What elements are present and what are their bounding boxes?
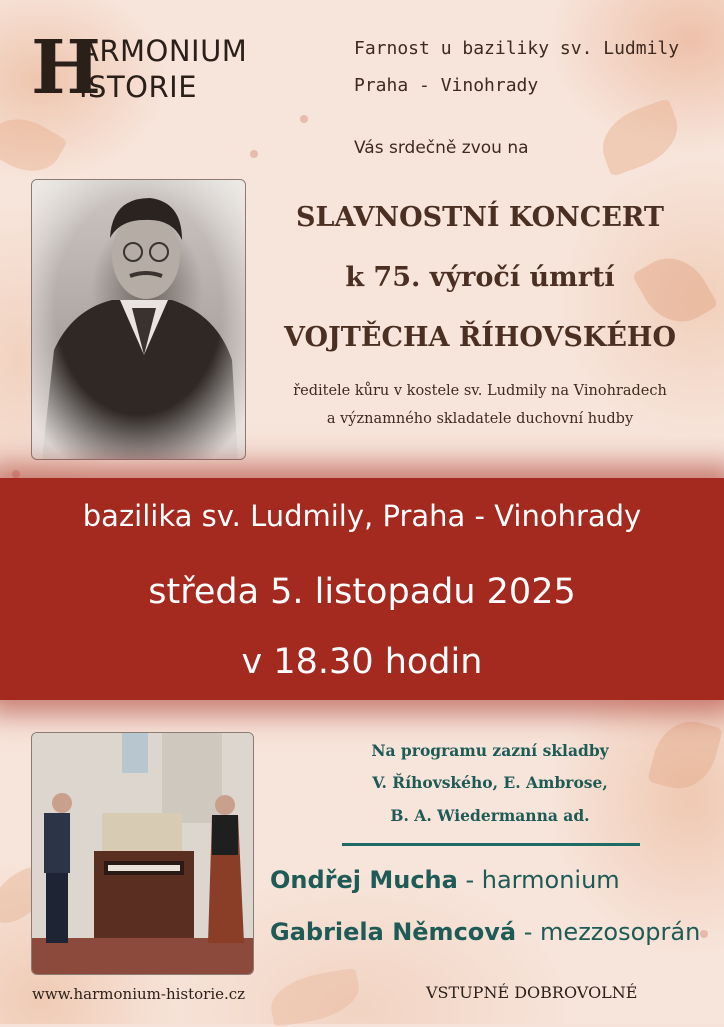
- performer-role: harmonium: [481, 866, 620, 894]
- performer-name: Gabriela Němcová: [270, 918, 517, 946]
- composer-name: VOJTĚCHA ŘÍHOVSKÉHO: [284, 322, 676, 353]
- performer-role: mezzosoprán: [540, 918, 701, 946]
- berry-decoration: [300, 115, 308, 123]
- performers-photo: [31, 732, 254, 975]
- divider: [342, 843, 640, 846]
- concert-title: SLAVNOSTNÍ KONCERT: [296, 202, 664, 233]
- leaf-decoration: [267, 968, 363, 1027]
- berry-decoration: [12, 470, 20, 478]
- performer-separator: -: [516, 918, 541, 946]
- program-composers-1: V. Říhovského, E. Ambrose,: [372, 773, 608, 792]
- program-heading: Na programu zazní skladby: [371, 741, 609, 760]
- logo-initial: H: [31, 25, 101, 111]
- portrait-photo: [31, 179, 246, 460]
- berry-decoration: [250, 150, 258, 158]
- website-link[interactable]: www.harmonium-historie.cz: [32, 985, 246, 1003]
- invite-text: Vás srdečně zvou na: [354, 138, 529, 158]
- event-time: v 18.30 hodin: [241, 642, 483, 682]
- composer-description-1: ředitele kůru v kostele sv. Ludmily na Vinohradech: [293, 383, 667, 399]
- berry-decoration: [700, 930, 708, 938]
- event-date: středa 5. listopadu 2025: [148, 572, 576, 612]
- concert-occasion: k 75. výročí úmrtí: [345, 262, 615, 293]
- leaf-decoration: [593, 98, 687, 177]
- event-venue: bazilika sv. Ludmily, Praha - Vinohrady: [82, 499, 642, 533]
- performer-1: [270, 866, 620, 894]
- harmonium-historie-logo: [31, 25, 263, 111]
- composer-description-2: a významného skladatele duchovní hudby: [326, 411, 634, 427]
- program-composers-2: B. A. Wiedermanna ad.: [390, 806, 590, 825]
- performer-2: [270, 918, 700, 946]
- organizer-line-2: Praha - Vinohrady: [354, 75, 539, 96]
- logo-line-2: ISTORIE: [79, 70, 198, 104]
- logo-line-1: ARMONIUM: [79, 34, 248, 68]
- performer-name: Ondřej Mucha: [270, 866, 458, 894]
- admission-note: VSTUPNÉ DOBROVOLNÉ: [426, 983, 638, 1002]
- performer-separator: -: [457, 866, 482, 894]
- leaf-decoration: [0, 106, 68, 184]
- portrait-illustration: [32, 180, 245, 459]
- organizer-line-1: Farnost u baziliky sv. Ludmily: [354, 38, 680, 59]
- performers-illustration: [32, 733, 253, 974]
